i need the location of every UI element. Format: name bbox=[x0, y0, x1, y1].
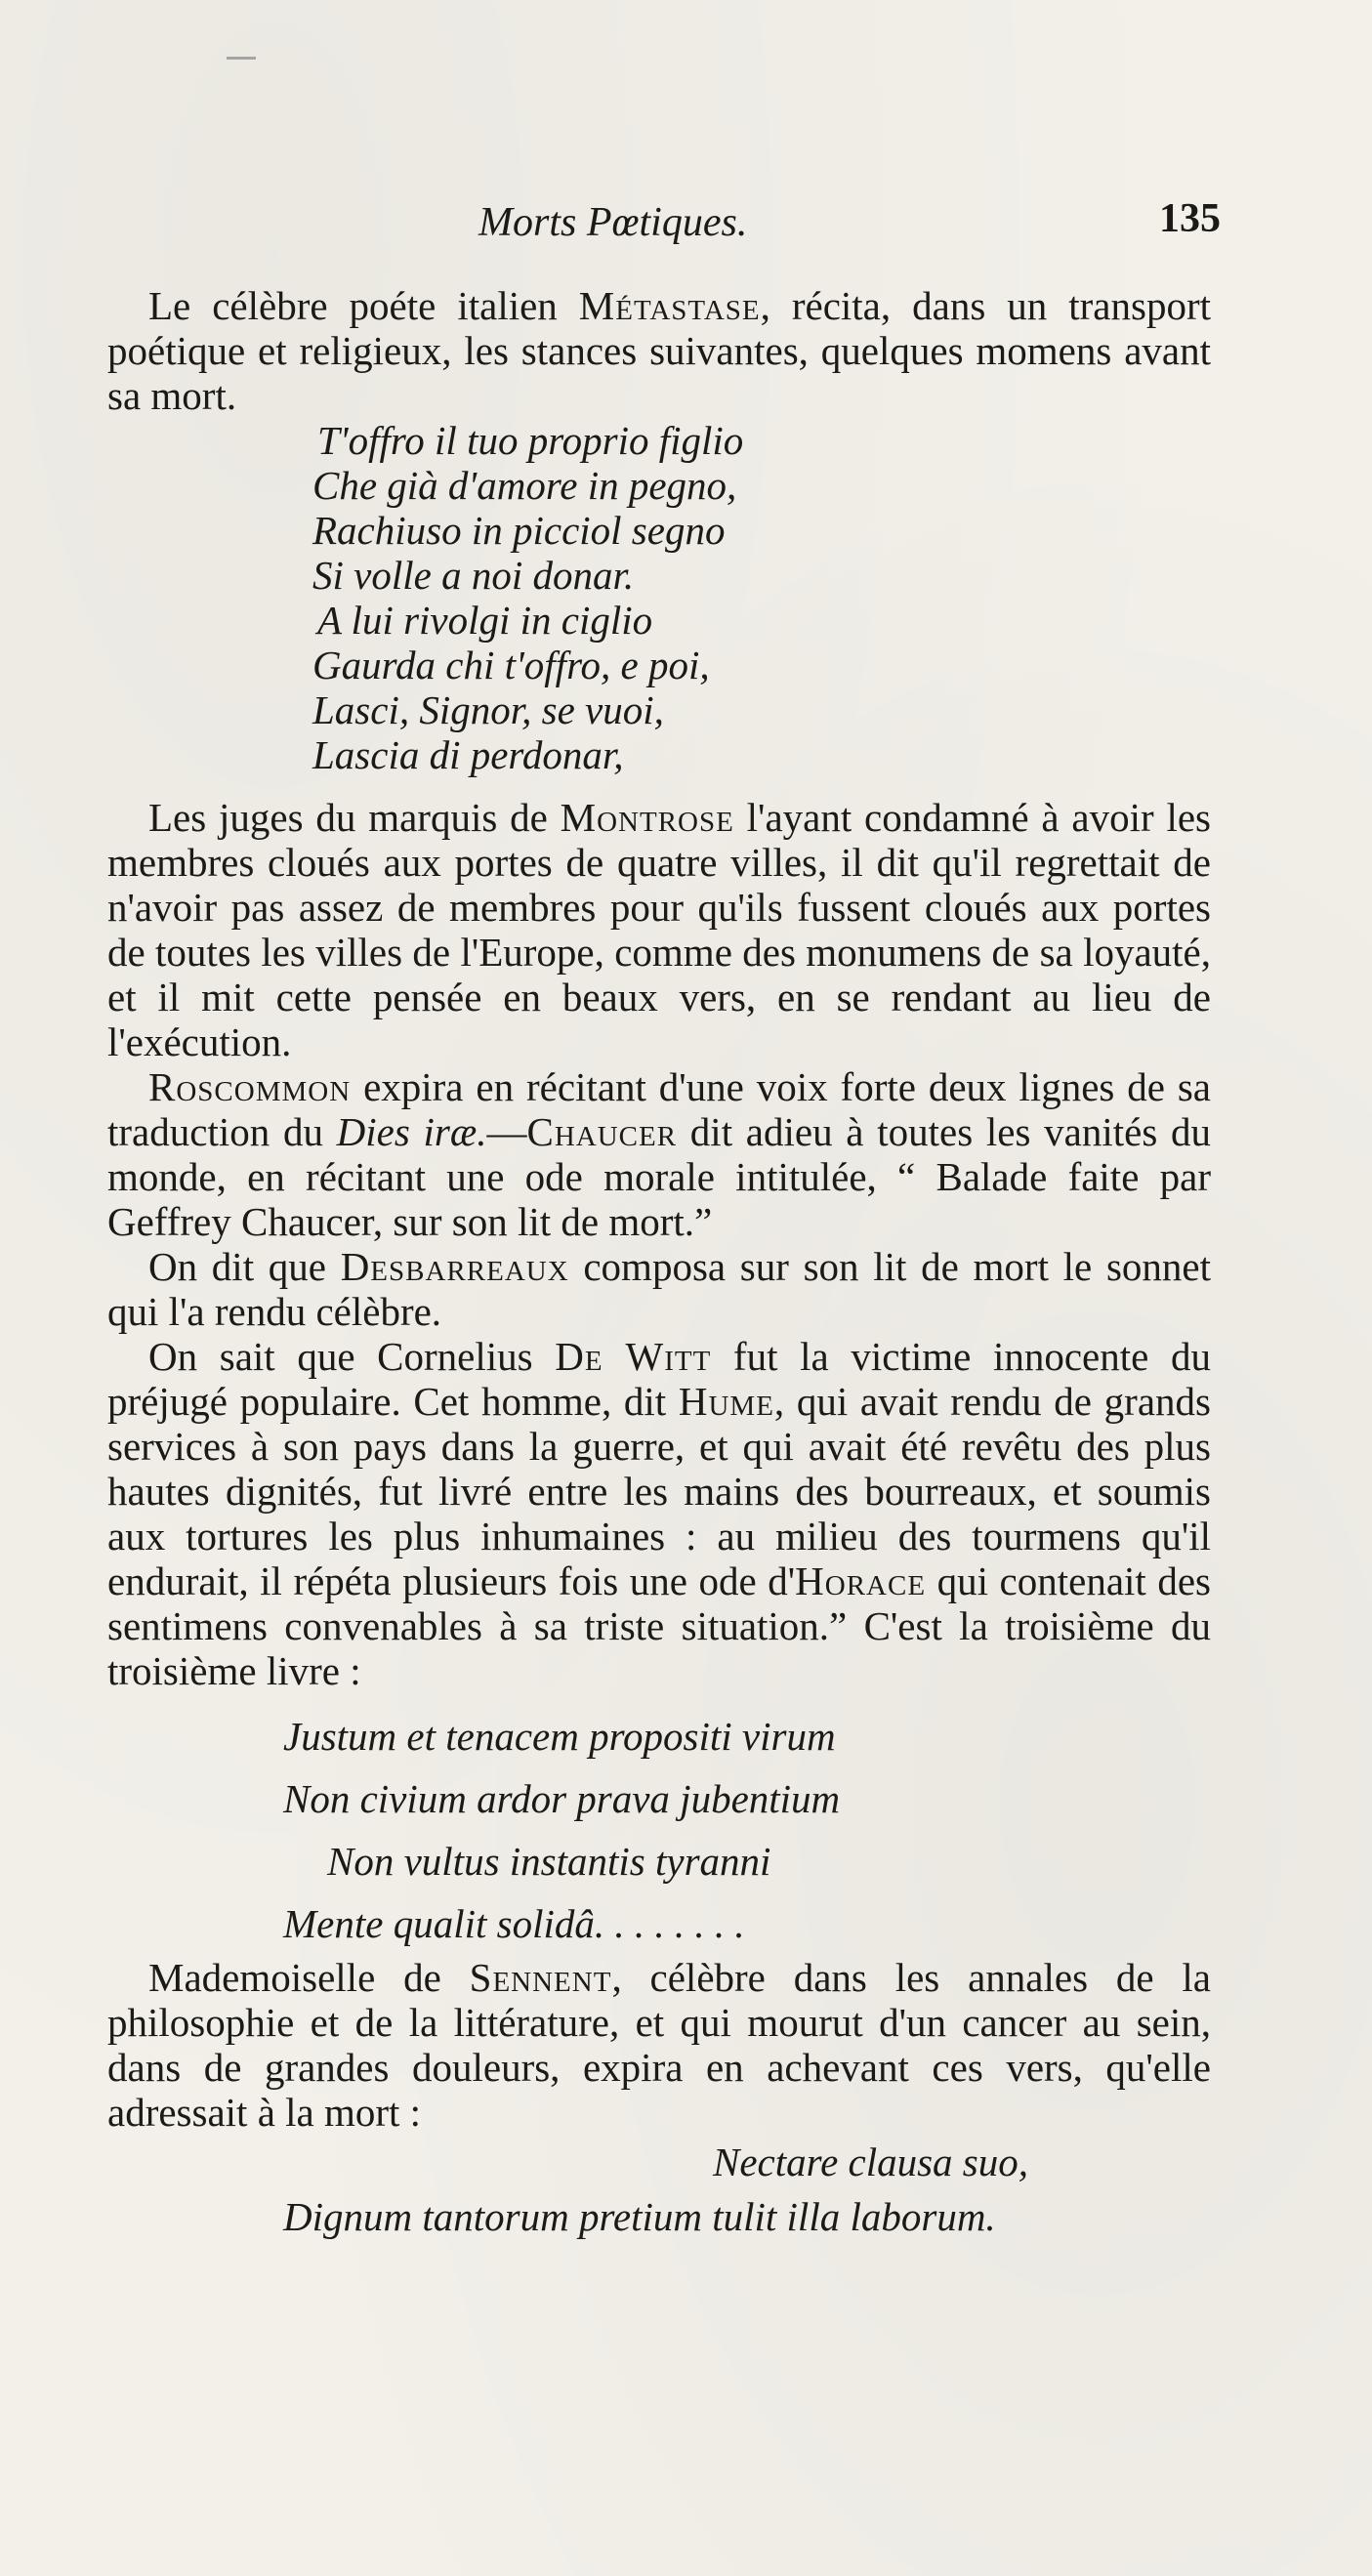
name-roscommon: Roscommon bbox=[148, 1064, 352, 1109]
page-header bbox=[107, 195, 1221, 264]
verse-line: Dignum tantorum pretium tulit illa laborum. bbox=[283, 2194, 996, 2239]
verse-line: Mente qualit solidâ. . . . . . . . bbox=[283, 1901, 745, 1946]
verse-line: A lui rivolgi in ciglio bbox=[317, 598, 653, 643]
verse-line: Rachiuso in picciol segno bbox=[312, 508, 726, 553]
scan-mark bbox=[227, 57, 256, 60]
latin-ode bbox=[107, 1705, 1211, 1955]
paragraph-de-witt: On sait que Cornelius De Witt fut la victime innocente du préjugé populaire. Cet homme, dit Hume, qui avait rendu de grands services à son pays dans la guerre, et qui avait été revêtu des plus hautes dignités, fut livré entre les mains des bourreaux, et soumis aux tortures les plus inhumaines : au milieu des tourmens qu'il endurait, il répéta plusieurs fois une ode d'Horace qui contenait des sentimens convenables à sa triste situation.” C'est la troisième du troisième livre : bbox=[107, 1334, 1212, 1693]
verse-line: Gaurda chi t'offro, e poi, bbox=[312, 643, 710, 687]
name-chaucer: Chaucer bbox=[526, 1109, 678, 1154]
paragraph-desbarreaux: On dit que Desbarreaux composa sur son lit de mort le sonnet qui l'a rendu célèbre. bbox=[107, 1244, 1211, 1334]
name-sennent: Sennent bbox=[469, 1955, 612, 2000]
name-horace: Horace bbox=[795, 1558, 927, 1603]
verse-line: Non civium ardor prava jubentium bbox=[283, 1776, 841, 1821]
paragraph-roscommon: Roscommon expira en récitant d'une voix forte deux lignes de sa traduction du Dies iræ.—Chaucer dit adieu à toutes les vanités du monde, en récitant une ode morale intitulée, “ Balade faite par Geffrey Chaucer, sur son lit de mort.” bbox=[107, 1064, 1211, 1244]
name-desbarreaux: Desbarreaux bbox=[340, 1244, 569, 1289]
verse-line: Si volle a noi donar. bbox=[312, 553, 635, 598]
italian-stanza bbox=[107, 418, 1211, 777]
verse-line: Justum et tenacem propositi virum bbox=[283, 1714, 836, 1759]
verse-line: Non vultus instantis tyranni bbox=[327, 1839, 771, 1884]
verse-line: Nectare clausa suo, bbox=[713, 2140, 1029, 2184]
paragraph-metastase: Le célèbre poéte italien Métastase, récita, dans un transport poétique et religieux, les stances suivantes, quelques momens avant sa mort. bbox=[107, 283, 1211, 418]
verse-line: Lasci, Signor, se vuoi, bbox=[312, 687, 664, 732]
name-hume: Hume bbox=[678, 1379, 774, 1424]
page-number: 135 bbox=[1159, 196, 1221, 241]
paragraph-sennent: Mademoiselle de Sennent, célèbre dans les annales de la philosophie et de la littérature, et qui mourut d'un cancer au sein, dans de grandes douleurs, expira en achevant ces vers, qu'elle adressait à la mort : bbox=[107, 1955, 1211, 2135]
verse-line: Che già d'amore in pegno, bbox=[312, 463, 737, 508]
page-body bbox=[107, 283, 1211, 2244]
final-verse bbox=[107, 2135, 1211, 2244]
title-dies-irae: Dies iræ. bbox=[336, 1109, 487, 1154]
verse-line: Lascia di perdonar, bbox=[312, 732, 624, 777]
paragraph-montrose: Les juges du marquis de Montrose l'ayant condamné à avoir les membres cloués aux portes de quatre villes, il dit qu'il regrettait de n'avoir pas assez de membres pour qu'ils fussent cloués aux portes de toutes les villes de l'Europe, comme des monumens de sa loyauté, et il mit cette pensée en beaux vers, en se rendant au lieu de l'exécution. bbox=[107, 795, 1211, 1064]
name-de-witt: De Witt bbox=[555, 1334, 712, 1379]
name-montrose: Montrose bbox=[560, 795, 734, 840]
running-title: Morts Pœtiques. bbox=[478, 200, 748, 245]
verse-line: T'offro il tuo proprio figlio bbox=[317, 418, 744, 463]
name-metastase: Métastase bbox=[578, 283, 761, 328]
